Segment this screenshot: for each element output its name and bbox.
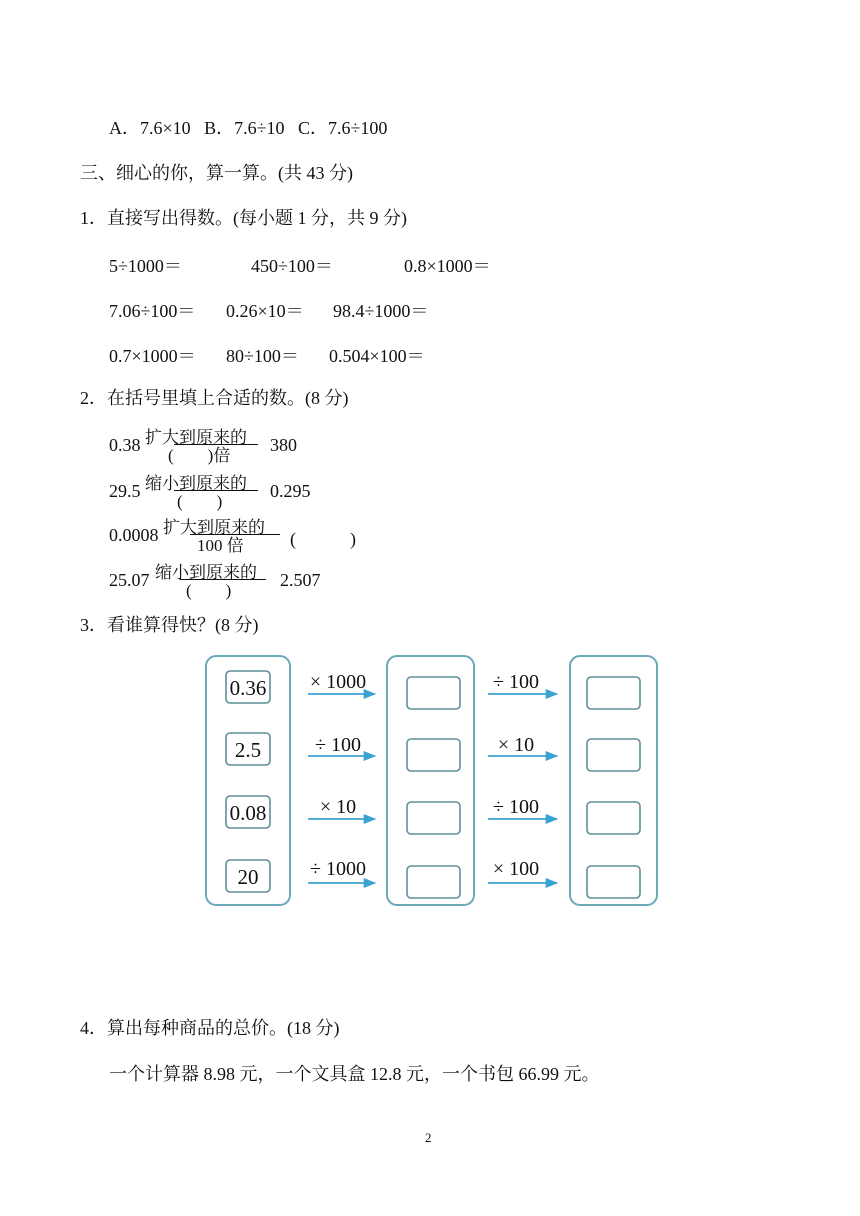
- q2-item-4-under: ( ): [186, 581, 232, 600]
- question-4-title: 4．算出每种商品的总价。(18 分): [80, 1018, 340, 1038]
- question-1-title: 1．直接写出得数。(每小题 1 分，共 9 分): [80, 208, 407, 228]
- start-value: 2.5: [234, 738, 262, 762]
- options-line: [109, 117, 387, 139]
- result-answer-box[interactable]: [587, 739, 640, 771]
- question-4-text: 一个计算器 8.98 元，一个文具盒 12.8 元，一个书包 66.99 元。: [109, 1064, 600, 1084]
- page-number: 2: [425, 1130, 432, 1145]
- operation-1-label: ÷ 1000: [310, 858, 366, 880]
- q1-r2-c2: 0.26×10＝: [226, 301, 304, 321]
- option-a: A．7.6×10: [109, 118, 191, 138]
- result-answer-box[interactable]: [587, 866, 640, 898]
- q2-item-1-left: 0.38: [109, 435, 141, 455]
- q2-item-2-under: ( ): [177, 492, 223, 511]
- middle-answer-box[interactable]: [407, 802, 460, 834]
- option-b: B．7.6÷10: [204, 118, 285, 138]
- q1-r3-c3: 0.504×100＝: [329, 346, 425, 366]
- operation-2-label: × 100: [492, 858, 540, 880]
- result-answer-box[interactable]: [587, 677, 640, 709]
- operation-2-label: ÷ 100: [493, 671, 539, 693]
- result-answer-box[interactable]: [587, 802, 640, 834]
- q2-item-1-right: 380: [270, 435, 297, 455]
- start-value: 0.36: [229, 676, 267, 700]
- question-3-title: 3．看谁算得快？(8 分): [80, 615, 259, 635]
- middle-answer-box[interactable]: [407, 739, 460, 771]
- operation-1-label: × 1000: [309, 671, 367, 693]
- q2-item-3-left: 0.0008: [109, 525, 159, 545]
- q1-r2-c3: 98.4÷1000＝: [333, 301, 429, 321]
- section-title: 三、细心的你，算一算。(共 43 分): [80, 163, 353, 183]
- operation-2-label: ÷ 100: [493, 796, 539, 818]
- middle-answer-box[interactable]: [407, 677, 460, 709]
- question-2-title: 2．在括号里填上合适的数。(8 分): [80, 388, 349, 408]
- q2-item-3-under: 100 倍: [197, 536, 244, 555]
- q1-r1-c2: 450÷100＝: [251, 256, 333, 276]
- start-value: 20: [237, 865, 259, 889]
- middle-answer-box[interactable]: [407, 866, 460, 898]
- q2-item-2-over: 缩小到原来的: [145, 474, 247, 493]
- operation-2-label: × 10: [497, 734, 535, 756]
- q2-item-2-left: 29.5: [109, 481, 141, 501]
- q2-item-3-right: ( ): [290, 529, 356, 549]
- option-c: C．7.6÷100: [298, 118, 388, 138]
- q2-item-4-right: 2.507: [280, 570, 321, 590]
- flow-diagram: [0, 650, 860, 930]
- q2-item-4-over: 缩小到原来的: [155, 563, 257, 582]
- q1-r1-c3: 0.8×1000＝: [404, 256, 491, 276]
- start-value: 0.08: [229, 801, 267, 825]
- q2-item-1-over: 扩大到原来的: [145, 428, 247, 447]
- q1-r3-c1: 0.7×1000＝: [109, 346, 196, 366]
- q1-r3-c2: 80÷100＝: [226, 346, 299, 366]
- q2-item-2-right: 0.295: [270, 481, 311, 501]
- operation-1-label: × 10: [319, 796, 357, 818]
- q2-item-4-left: 25.07: [109, 570, 150, 590]
- q2-item-1-under: ( )倍: [168, 446, 231, 465]
- q1-r1-c1: 5÷1000＝: [109, 256, 182, 276]
- q1-r2-c1: 7.06÷100＝: [109, 301, 196, 321]
- operation-1-label: ÷ 100: [315, 734, 361, 756]
- q2-item-3-over: 扩大到原来的: [163, 518, 265, 537]
